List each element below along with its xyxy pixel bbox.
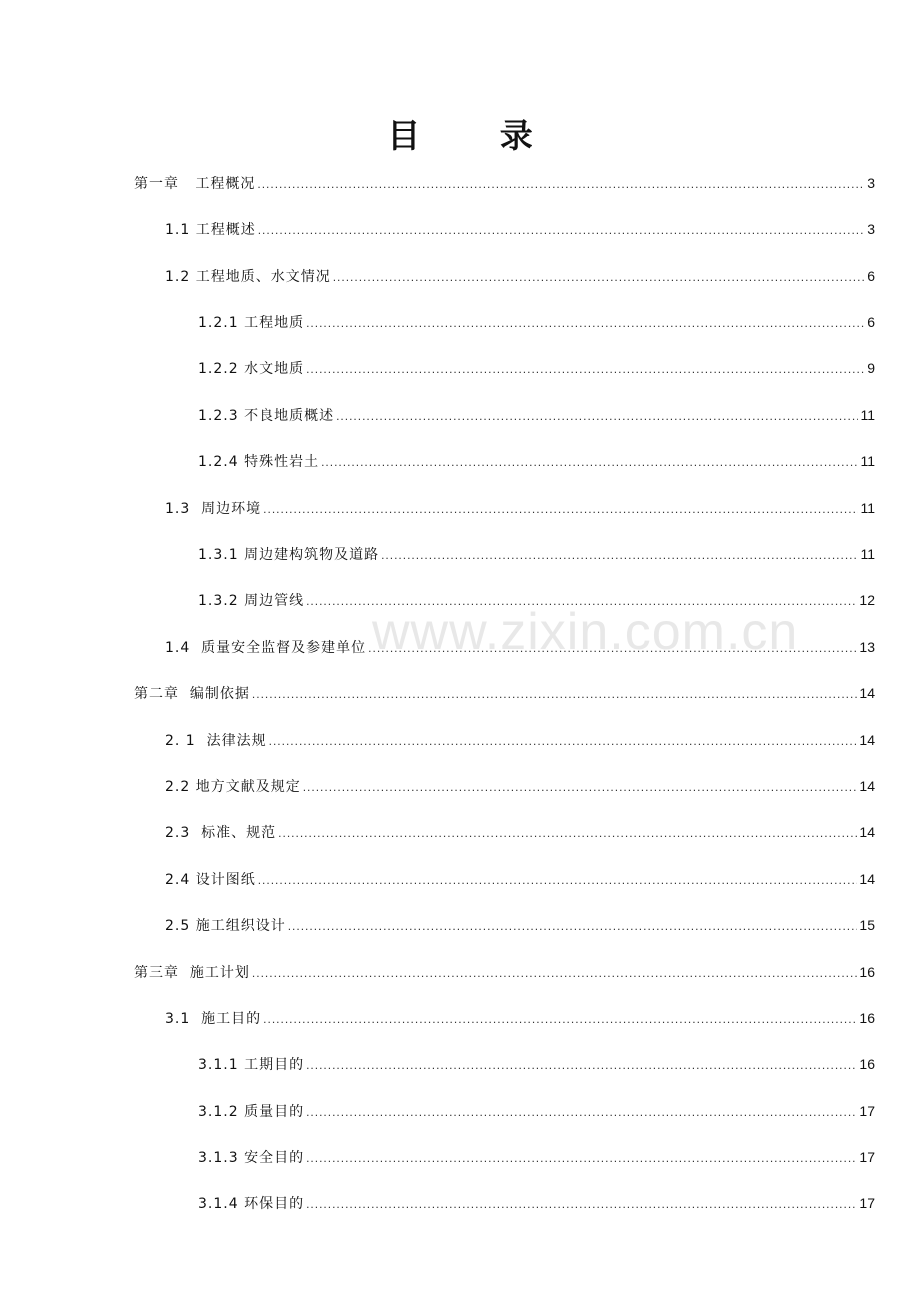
toc-entry-title: 1.2.2 水文地质 <box>198 361 305 377</box>
toc-entry-1-2-1[interactable] <box>198 307 875 337</box>
toc-entry-3-1-3[interactable] <box>198 1142 875 1172</box>
toc-entry-1-4[interactable] <box>165 632 875 662</box>
toc-entry-title: 2.3 标准、规范 <box>165 825 277 841</box>
toc-entry-chapter-1[interactable] <box>134 168 875 198</box>
watermark: www.zixin.com.cn <box>372 603 799 661</box>
dot-leader <box>288 911 858 940</box>
toc-page-number: 11 <box>860 453 875 469</box>
dot-leader <box>252 958 858 987</box>
toc-entry-1-2-3[interactable] <box>198 400 875 430</box>
dot-leader <box>278 818 857 847</box>
dot-leader <box>306 1189 857 1218</box>
toc-entry-2-2[interactable] <box>165 771 875 801</box>
toc-page-number: 15 <box>859 917 875 933</box>
toc-entry-title: 3.1.3 安全目的 <box>198 1150 305 1166</box>
toc-entry-title: 1.2.4 特殊性岩土 <box>198 454 320 470</box>
toc-entry-2-3[interactable] <box>165 817 875 847</box>
dot-leader <box>263 1004 857 1033</box>
toc-entry-title: 1.1 工程概述 <box>165 222 256 238</box>
toc-entry-2-4[interactable] <box>165 864 875 894</box>
toc-entry-chapter-3[interactable] <box>134 957 875 987</box>
dot-leader <box>306 1097 857 1126</box>
toc-page-number: 14 <box>859 871 875 887</box>
toc-entry-2-1[interactable] <box>165 725 875 755</box>
toc-page-number: 3 <box>867 175 875 191</box>
toc-page-number: 11 <box>860 500 875 516</box>
toc-entry-3-1[interactable] <box>165 1003 875 1033</box>
toc-page-number: 11 <box>860 546 875 562</box>
toc-page-number: 12 <box>859 592 875 608</box>
dot-leader <box>333 262 865 291</box>
dot-leader <box>306 1143 857 1172</box>
toc-entry-title: 第二章 编制依据 <box>134 686 250 702</box>
dot-leader <box>263 494 858 523</box>
page-title: 目 录 <box>387 116 567 155</box>
toc-entry-1-3-1[interactable] <box>198 539 875 569</box>
dot-leader <box>381 540 858 569</box>
dot-leader <box>306 308 865 337</box>
toc-entry-1-3-2[interactable] <box>198 585 875 615</box>
toc-entry-title: 1.2 工程地质、水文情况 <box>165 269 331 285</box>
dot-leader <box>258 215 865 244</box>
toc-entry-title: 1.3 周边环境 <box>165 501 262 517</box>
toc-page-number: 17 <box>859 1103 875 1119</box>
toc-entry-1-2-2[interactable] <box>198 353 875 383</box>
dot-leader <box>303 772 858 801</box>
toc-entry-title: 3.1.4 环保目的 <box>198 1196 305 1212</box>
toc-page-number: 14 <box>859 824 875 840</box>
toc-entry-title: 第一章 工程概况 <box>134 176 256 192</box>
toc-page-number: 6 <box>867 314 875 330</box>
toc-entry-1-3[interactable] <box>165 493 875 523</box>
toc-entry-title: 1.2.1 工程地质 <box>198 315 305 331</box>
toc-page-number: 14 <box>859 732 875 748</box>
dot-leader <box>252 679 858 708</box>
toc-entry-title: 1.3.1 周边建构筑物及道路 <box>198 547 380 563</box>
toc-page-number: 9 <box>867 360 875 376</box>
dot-leader <box>336 401 858 430</box>
dot-leader <box>368 633 857 662</box>
toc-entry-title: 2.2 地方文献及规定 <box>165 779 301 795</box>
toc-entry-title: 1.4 质量安全监督及参建单位 <box>165 640 367 656</box>
toc-page-number: 16 <box>859 964 875 980</box>
toc-page-number: 6 <box>867 268 875 284</box>
toc-page-number: 16 <box>859 1010 875 1026</box>
toc-entry-3-1-2[interactable] <box>198 1096 875 1126</box>
toc-page-number: 13 <box>859 639 875 655</box>
toc-page-number: 17 <box>859 1195 875 1211</box>
toc-entry-title: 1.2.3 不良地质概述 <box>198 408 335 424</box>
toc-entry-title: 3.1.2 质量目的 <box>198 1104 305 1120</box>
toc-entry-1-2[interactable] <box>165 261 875 291</box>
toc-page-number: 14 <box>859 685 875 701</box>
toc-entry-2-5[interactable] <box>165 910 875 940</box>
toc-entry-title: 2.4 设计图纸 <box>165 872 256 888</box>
dot-leader <box>306 586 857 615</box>
dot-leader <box>257 169 865 198</box>
toc-entry-title: 1.3.2 周边管线 <box>198 593 305 609</box>
toc-page-number: 3 <box>867 221 875 237</box>
toc-entry-title: 2. 1 法律法规 <box>165 733 267 749</box>
toc-entry-chapter-2[interactable] <box>134 678 875 708</box>
dot-leader <box>321 447 858 476</box>
dot-leader <box>306 354 865 383</box>
toc-entry-3-1-1[interactable] <box>198 1049 875 1079</box>
toc-entry-1-2-4[interactable] <box>198 446 875 476</box>
toc-page-number: 14 <box>859 778 875 794</box>
toc-entry-title: 3.1 施工目的 <box>165 1011 262 1027</box>
toc-page-number: 16 <box>859 1056 875 1072</box>
dot-leader <box>269 726 858 755</box>
toc-entry-title: 2.5 施工组织设计 <box>165 918 286 934</box>
dot-leader <box>306 1050 857 1079</box>
toc-entry-title: 第三章 施工计划 <box>134 965 250 981</box>
toc-entry-1-1[interactable] <box>165 214 875 244</box>
dot-leader <box>258 865 858 894</box>
toc-page-number: 11 <box>860 407 875 423</box>
toc-entry-title: 3.1.1 工期目的 <box>198 1057 305 1073</box>
toc-entry-3-1-4[interactable] <box>198 1188 875 1218</box>
toc-page-number: 17 <box>859 1149 875 1165</box>
